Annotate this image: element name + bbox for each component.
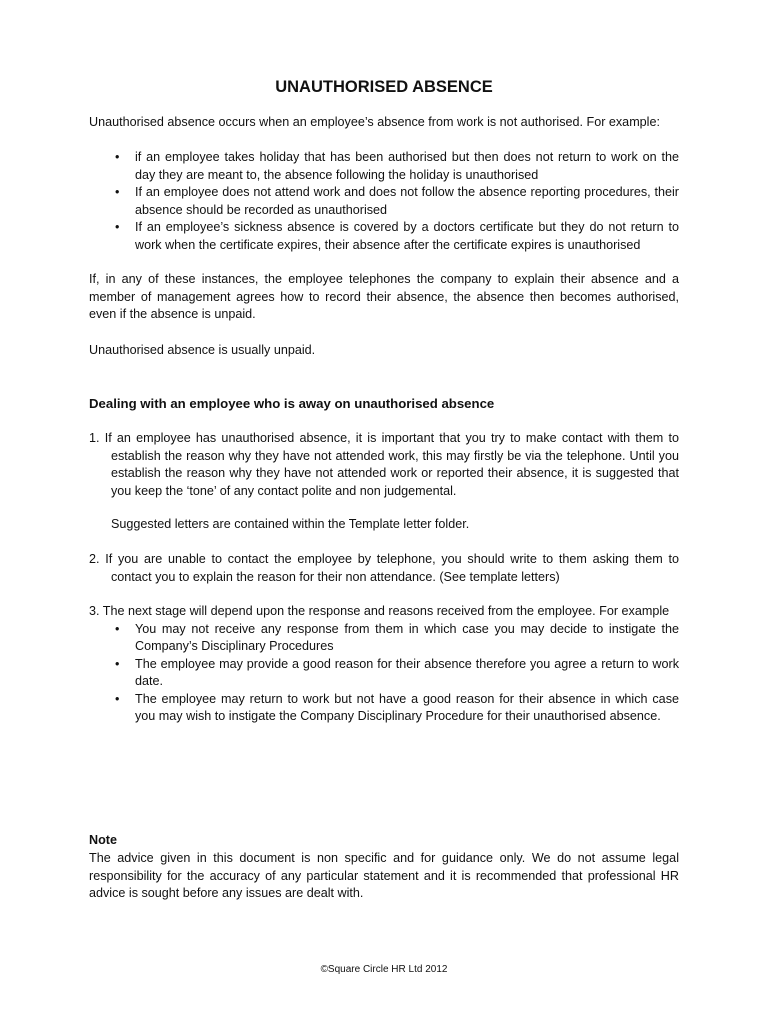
step-1-text: 1. If an employee has unauthorised absence, it is important that you try to make contact with them to establish the reason why they have not attended work, this may firstly be via the telephone. Until you establish the reason why they have not attended work or reported their absence, it is suggested that you keep the ‘tone’ of any contact polite and non judgemental. [89, 431, 679, 498]
bullet-icon: • [115, 691, 120, 706]
bullet-icon: • [115, 185, 120, 199]
list-item [89, 149, 679, 184]
note-heading: Note [89, 833, 117, 847]
note-text: The advice given in this document is non specific and for guidance only. We do not assume legal responsibility for the accuracy of any particular statement and it is recommended that professional HR advice is sought before any issues are dealt with. [89, 851, 679, 900]
page-title: UNAUTHORISED ABSENCE [275, 78, 493, 96]
list-item [89, 219, 679, 254]
step-2-text: 2. If you are unable to contact the employee by telephone, you should write to them asking them to contact you to explain the reason for their non attendance. (See template letters) [89, 552, 679, 584]
step-1-note: Suggested letters are contained within the Template letter folder. [111, 517, 470, 531]
section-heading: Dealing with an employee who is away on unauthorised absence [89, 396, 495, 411]
bullet-icon: • [115, 150, 120, 164]
step-2 [89, 551, 679, 586]
example-bullet-list [89, 149, 679, 254]
step-3-text: 3. The next stage will depend upon the response and reasons received from the employee. For example [89, 604, 670, 618]
list-item-text: If an employee’s sickness absence is covered by a doctors certificate but they do not return to work when the certificate expires, their absence after the certificate expires is unauthorised [135, 220, 679, 252]
list-item-text: if an employee takes holiday that has been authorised but then does not return to work on the day they are meant to, the absence following the holiday is unauthorised [135, 150, 679, 182]
list-item [89, 656, 679, 691]
list-item-text: The employee may provide a good reason for their absence therefore you agree a return to work date. [135, 656, 679, 688]
list-item [89, 621, 679, 656]
bullet-icon: • [115, 621, 120, 636]
intro-paragraph: Unauthorised absence occurs when an employee’s absence from work is not authorised. For example: [89, 115, 660, 129]
unpaid-paragraph: Unauthorised absence is usually unpaid. [89, 343, 316, 357]
step-1 [89, 430, 679, 500]
bullet-icon: • [115, 220, 120, 234]
list-item-text: If an employee does not attend work and does not follow the absence reporting procedures, their absence should be recorded as unauthorised [135, 185, 679, 217]
list-item [89, 184, 679, 219]
authorised-explanation-paragraph: If, in any of these instances, the employee telephones the company to explain their absence and a member of management agrees how to record their absence, the absence then becomes authorised, even if the absence is unpaid. [89, 272, 679, 321]
copyright-footer: ©Square Circle HR Ltd 2012 [320, 964, 448, 975]
list-item-text: The employee may return to work but not have a good reason for their absence in which case you may wish to instigate the Company Disciplinary Procedure for their unauthorised absence. [135, 691, 679, 723]
list-item-text: You may not receive any response from them in which case you may decide to instigate the Company’s Disciplinary Procedures [135, 621, 679, 653]
list-item [89, 691, 679, 726]
step-3 [89, 603, 679, 726]
bullet-icon: • [115, 656, 120, 671]
